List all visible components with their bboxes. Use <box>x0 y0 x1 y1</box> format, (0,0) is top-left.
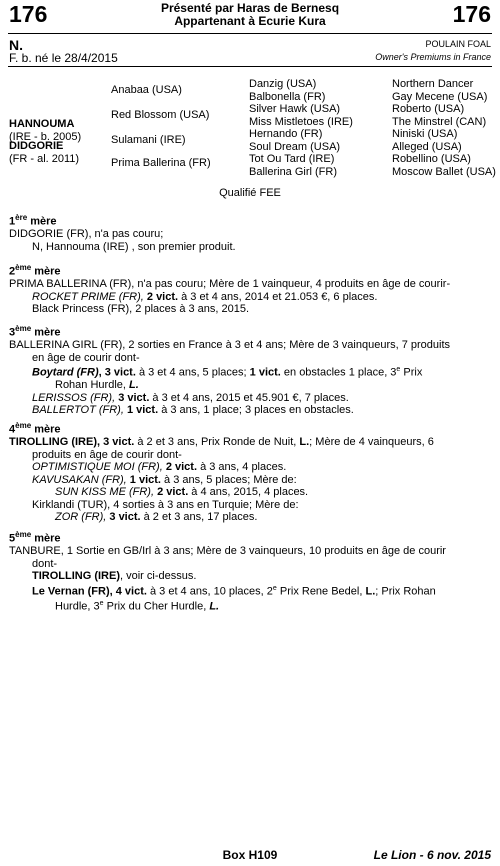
ped-gen3-5: Soul Dream (USA) <box>249 140 341 153</box>
section-fifth-dam <box>9 529 495 613</box>
first-dam-line: DIDGORIE (FR), n'a pas couru; <box>9 228 164 241</box>
sire-name: HANNOUMA <box>9 118 75 130</box>
presented-by: Présenté par Haras de Bernesq <box>160 1 340 15</box>
section-title: 1ère mère <box>9 213 57 228</box>
fourth-dam-line: TIROLLING (IRE), 3 vict. à 2 et 3 ans, Prix Ronde de Nuit, L.; Mère de 4 vainqueurs, 6 <box>9 436 434 449</box>
ped-gen2-2: Sulamani (IRE) <box>111 134 186 146</box>
owned-by: Appartenant à Ecurie Kura <box>174 14 326 28</box>
fifth-dam-line-cont: dont- <box>32 557 58 570</box>
ped-gen4-4: Niniski (USA) <box>392 128 458 140</box>
section-title: 3ème mère <box>9 324 61 339</box>
lot-number-left: 176 <box>9 1 48 27</box>
third-dam-line-cont: en âge de courir dont- <box>32 351 140 364</box>
section-title: 5ème mère <box>9 530 61 545</box>
produce-line-cont: Rohan Hurdle, L. <box>55 379 139 392</box>
header-consignor <box>100 2 400 28</box>
owner-premium: Owner's Premiums in France <box>375 52 491 62</box>
dam-info: (FR - al. 2011) <box>9 152 80 165</box>
ped-gen2-1: Red Blossom (USA) <box>111 109 210 121</box>
produce-line: LERISSOS (FR), 3 vict. à 3 et 4 ans, 2015 et 45.901 €, 7 places. <box>32 391 349 404</box>
produce-line-cont: Hurdle, 3e Prix du Cher Hurdle, L. <box>55 599 220 613</box>
horse-type: POULAIN FOAL <box>425 39 491 49</box>
produce-line: KAVUSAKAN (FR), 1 vict. à 3 ans, 5 places; Mère de: <box>32 473 297 486</box>
ped-gen4-1: Gay Mecene (USA) <box>392 90 488 103</box>
ped-gen3-1: Balbonella (FR) <box>249 90 326 103</box>
produce-line: Black Princess (FR), 2 places à 3 ans, 2015. <box>32 303 250 316</box>
qualification: Qualifié FEE <box>219 187 281 199</box>
ped-gen3-7: Ballerina Girl (FR) <box>249 165 338 178</box>
produce-line: ZOR (FR), 3 vict. à 2 et 3 ans, 17 places. <box>55 511 258 524</box>
dam-name: DIDGORIE <box>9 140 64 152</box>
fifth-dam-line: TANBURE, 1 Sortie en GB/Irl à 3 ans; Mère de 3 vainqueurs, 10 produits en âge de courir <box>9 545 446 558</box>
produce-line: Boytard (FR), 3 vict. à 3 et 4 ans, 5 places; 1 vict. en obstacles 1 place, 3e Prix <box>32 366 423 379</box>
ped-gen3-4: Hernando (FR) <box>249 128 323 140</box>
produce-line: TIROLLING (IRE), voir ci-dessus. <box>32 570 197 583</box>
section-fourth-dam <box>9 420 495 524</box>
horse-name: N. <box>9 37 23 53</box>
ped-gen3-2: Silver Hawk (USA) <box>249 103 341 115</box>
ped-gen4-6: Robellino (USA) <box>392 153 471 165</box>
ped-gen4-2: Roberto (USA) <box>392 103 465 115</box>
sale-venue-date: Le Lion - 6 nov. 2015 <box>373 848 491 862</box>
ped-gen3-6: Tot Ou Tard (IRE) <box>249 153 335 165</box>
first-dam-produce: N, Hannouma (IRE) , son premier produit. <box>32 240 236 253</box>
lot-number-right: 176 <box>452 1 491 27</box>
produce-line: Le Vernan (FR), 4 vict. à 3 et 4 ans, 10 places, 2e Prix Rene Bedel, L.; Prix Rohan <box>32 584 436 598</box>
ped-gen3-3: Miss Mistletoes (IRE) <box>249 115 353 128</box>
ped-gen4-5: Alleged (USA) <box>392 140 462 153</box>
produce-line: BALLERTOT (FR), 1 vict. à 3 ans, 1 place; 3 places en obstacles. <box>32 404 354 417</box>
ped-gen3 <box>249 78 353 178</box>
ped-gen4-7: Moscow Ballet (USA) <box>392 165 496 178</box>
section-title: 4ème mère <box>9 421 61 436</box>
section-third-dam <box>9 323 495 417</box>
ped-gen2-3: Prima Ballerina (FR) <box>111 157 211 169</box>
ped-gen4-0: Northern Dancer <box>392 78 474 90</box>
section-title: 2ème mère <box>9 263 61 278</box>
ped-gen4 <box>392 78 496 178</box>
ped-gen3-0: Danzig (USA) <box>249 78 317 90</box>
header-divider <box>8 33 492 34</box>
produce-line: SUN KISS ME (FR), 2 vict. à 4 ans, 2015, 4 places. <box>55 486 309 499</box>
produce-line: ROCKET PRIME (FR), 2 vict. à 3 et 4 ans, 2014 et 21.053 €, 6 places. <box>32 290 378 303</box>
ped-gen4-3: The Minstrel (CAN) <box>392 115 487 128</box>
second-dam-line: PRIMA BALLERINA (FR), n'a pas couru; Mère de 1 vainqueur, 4 produits en âge de courir- <box>9 278 451 291</box>
produce-line: OPTIMISTIQUE MOI (FR), 2 vict. à 3 ans, 4 places. <box>32 461 287 474</box>
pedigree-dam <box>9 140 79 165</box>
section-first-dam <box>9 212 495 253</box>
section-second-dam <box>9 262 495 316</box>
produce-line: Kirklandi (TUR), 4 sorties à 3 ans en Turquie; Mère de: <box>32 498 299 511</box>
box-number: Box H109 <box>222 848 278 862</box>
fourth-dam-line-cont: produits en âge de courir dont- <box>32 448 182 461</box>
third-dam-line: BALLERINA GIRL (FR), 2 sorties en France à 3 et 4 ans; Mère de 3 vainqueurs, 7 produits <box>9 339 451 352</box>
ped-gen2-0: Anabaa (USA) <box>111 84 182 96</box>
horse-dob: F. b. né le 28/4/2015 <box>9 51 118 65</box>
pedigree-top-divider <box>8 66 492 67</box>
sire-info: (IRE - b. 2005) <box>9 130 82 143</box>
